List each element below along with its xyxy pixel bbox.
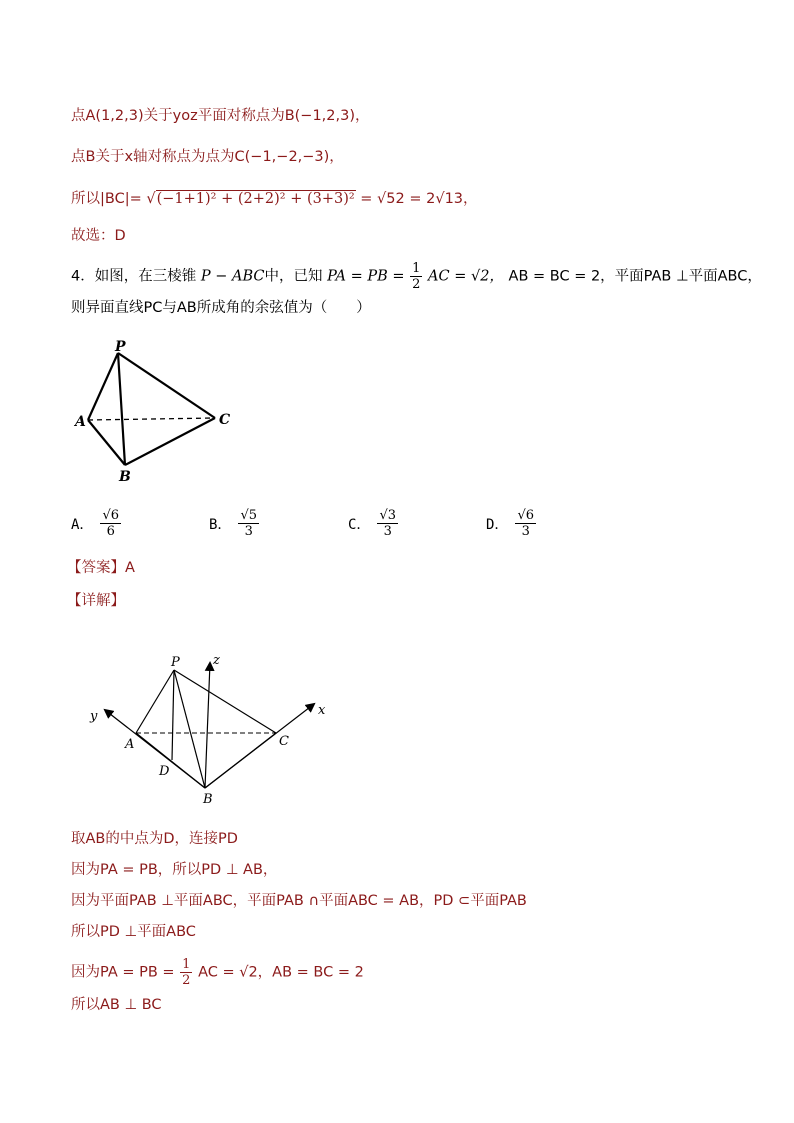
label-A: A [75,414,86,430]
label-x: x [318,703,326,718]
edge-PB [118,353,125,465]
axis-y [105,710,205,788]
option-d-value: $\frac{√6}{3}$ [517,508,534,539]
option-c[interactable]: C． $\frac{√3}{3}$ [348,508,396,539]
option-a-value: $\frac{√6}{6}$ [102,508,119,539]
solution-choice: 故选：D [71,228,126,244]
label-z: z [213,653,220,668]
solution-line-symmetry-yoz: 点A(1,2,3)关于yoz平面对称点为B(−1,2,3)， [71,108,370,124]
solution-line-symmetry-x: 点B关于x轴对称点为点为C(−1,−2,−3)， [71,149,344,165]
edge-BC [125,418,215,465]
question-text-b: 中，已知 [264,268,323,285]
edge-AB [88,420,125,465]
distance-prefix: 所以|BC|= [71,191,142,207]
option-b-value: $\frac{√5}{3}$ [240,508,257,539]
edge-PB [174,670,205,788]
label-B: B [203,792,213,807]
figure-tetrahedron [70,335,250,485]
question-text-a: 如图，在三棱锥 [94,268,197,285]
question-4-line-1 [71,261,762,292]
solution-step-4: 所以PD ⊥平面ABC [71,924,196,940]
option-c-value: $\frac{√3}{3}$ [379,508,396,539]
half-fraction: $\frac{1}{2}$ [412,261,421,292]
solution-half-fraction: $\frac{1}{2}$ [182,957,191,988]
label-P: P [115,339,126,355]
option-d[interactable]: D． $\frac{√6}{3}$ [486,508,534,539]
distance-suffix: = √52 = 2√13， [360,191,478,207]
label-C: C [219,412,231,428]
edge-AC-hidden [88,418,215,420]
label-P: P [171,655,180,670]
distance-radical: √(−1+1)² + (2+2)² + (3+3)² [146,191,355,207]
solution-step-1: 取AB的中点为D，连接PD [71,831,238,847]
solution-step-3: 因为平面PAB ⊥平面ABC，平面PAB ∩平面ABC = AB，PD ⊂平面PAB [71,893,527,909]
condition-eq-suffix: AC = √2， [428,268,504,285]
tetrahedron-name: P − ABC [200,268,265,285]
label-y: y [90,709,98,724]
solution-step-6: 所以AB ⊥ BC [71,997,162,1013]
question-4-line-2: 则异面直线PC与AB所成角的余弦值为（ ） [71,300,371,316]
condition-2: AB = BC = 2，平面PAB ⊥平面ABC， [508,268,762,285]
label-D: D [159,764,170,779]
answer-label: 【答案】A [67,560,135,576]
edge-PA [136,670,174,733]
label-B: B [119,469,131,485]
solution-step-2: 因为PA = PB，所以PD ⊥ AB， [71,862,278,878]
edge-PC [174,670,276,733]
option-b[interactable]: B． $\frac{√5}{3}$ [209,508,257,539]
distance-radicand: (−1+1)² + (2+2)² + (3+3)² [156,191,355,207]
edge-PA [88,353,118,420]
option-a[interactable]: A． $\frac{√6}{6}$ [71,508,119,539]
edge-PC [118,353,215,418]
label-C: C [279,734,289,749]
detail-label: 【详解】 [67,593,125,609]
edge-PD [172,670,174,760]
solution-step-5: 因为PA = PB = $\frac{1}{2}$ AC = √2，AB = BC = 2 [71,957,364,988]
axis-z [205,663,210,788]
axis-x [205,704,314,788]
question-number: 4． [71,268,95,285]
label-A: A [125,737,135,752]
solution-line-distance [71,189,478,209]
condition-eq-prefix: PA = PB = [327,268,405,285]
figure-coordinate-system [85,648,345,810]
